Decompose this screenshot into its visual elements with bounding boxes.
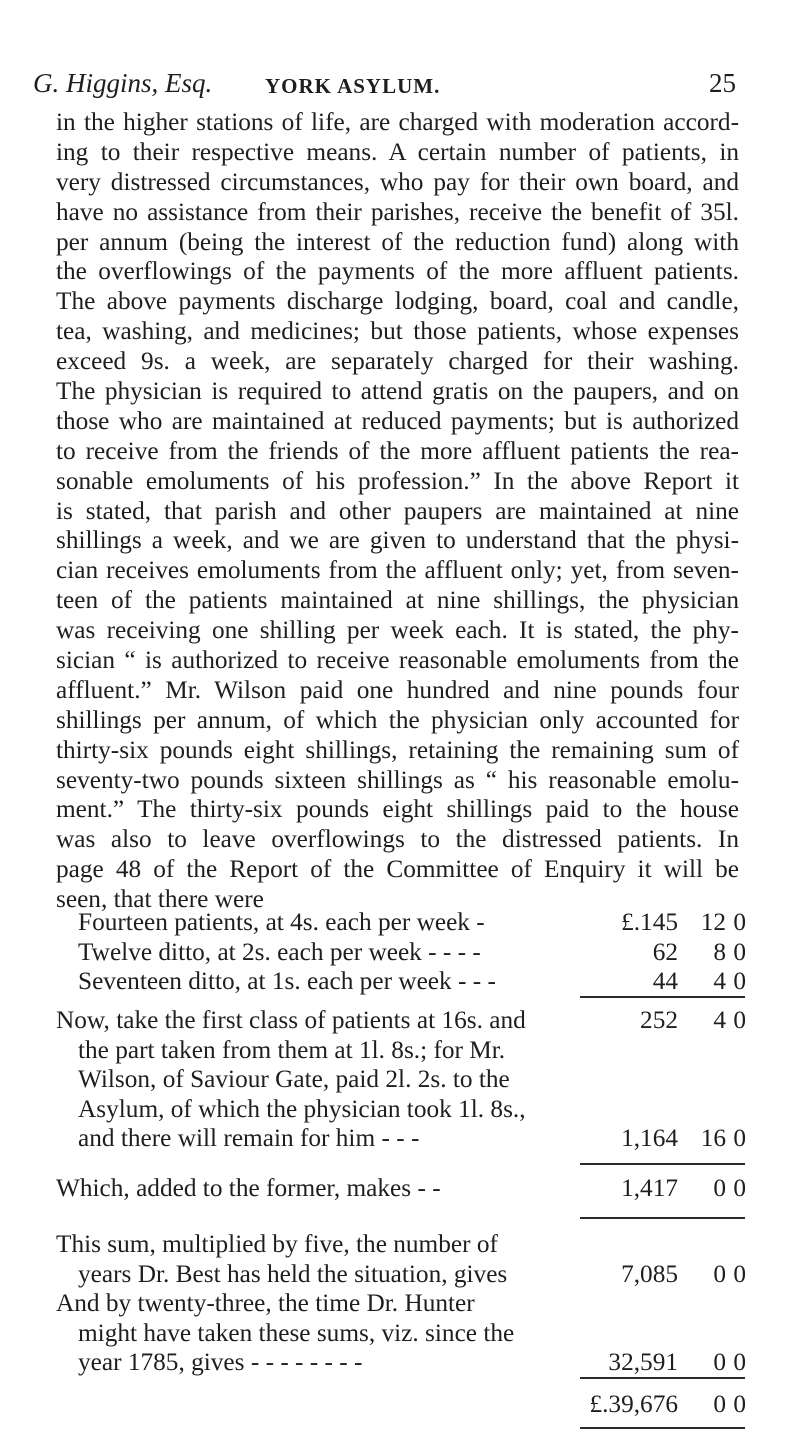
text-line: was also to leave overflowings to the distressed patients. In bbox=[56, 825, 739, 854]
account-row bbox=[56, 967, 746, 997]
amount-pounds: 62 bbox=[652, 937, 678, 966]
amount-shillings: 0 bbox=[713, 1259, 726, 1288]
text-line: to receive from the friends of the more affluent patients the rea- bbox=[56, 436, 739, 465]
account-row bbox=[56, 1065, 746, 1095]
amount-pence: 0 bbox=[733, 1348, 746, 1376]
text-line: sonable emoluments of his profession.” In the above Report it bbox=[56, 466, 739, 495]
text-line: is stated, that parish and other paupers are maintained at nine bbox=[56, 496, 739, 525]
text-line: exceed 9s. a week, are separately charged for their washing. bbox=[56, 347, 739, 376]
amount-pounds: 252 bbox=[640, 1006, 678, 1034]
text-line: teen of the patients maintained at nine shillings, the physician bbox=[56, 586, 739, 615]
amount-pounds: 44 bbox=[652, 967, 678, 995]
amount-pence: 0 bbox=[733, 1124, 746, 1152]
account-row bbox=[56, 1319, 746, 1349]
text-line: shillings per annum, of which the physician only accounted for bbox=[56, 705, 739, 734]
account-label: This sum, multiplied by five, the number of bbox=[56, 1230, 498, 1258]
amount-shillings: 4 bbox=[713, 1006, 726, 1034]
text-line: The above payments discharge lodging, board, coal and candle, bbox=[56, 287, 739, 316]
amount-shillings: 8 bbox=[713, 937, 726, 966]
first-class-account bbox=[56, 1006, 746, 1154]
account-row bbox=[56, 1348, 746, 1378]
text-line: thirty-six pounds eight shillings, retaining the remaining sum of bbox=[56, 735, 739, 764]
amount-shillings: 0 bbox=[713, 1174, 726, 1202]
account-label: Asylum, of which the physician took 1l. 8s., bbox=[78, 1094, 526, 1123]
account-row bbox=[56, 1124, 746, 1154]
text-line: seventy-two pounds sixteen shillings as “ his reasonable emolu- bbox=[56, 765, 739, 794]
text-line: was receiving one shilling per week each. It is stated, the phy- bbox=[56, 616, 739, 645]
text-line: ment.” The thirty-six pounds eight shillings paid to the house bbox=[56, 795, 739, 824]
account-row bbox=[56, 1390, 746, 1420]
former-total-account bbox=[56, 1174, 746, 1204]
account-label: Seventeen ditto, at 1s. each per week - - - bbox=[78, 967, 496, 995]
amount-shillings: 4 bbox=[713, 967, 726, 995]
account-row bbox=[56, 938, 746, 968]
grand-total-account bbox=[56, 1390, 746, 1420]
account-label: Fourteen patients, at 4s. each per week - bbox=[78, 908, 485, 936]
amount-pounds: 1,164 bbox=[621, 1124, 678, 1152]
amount-pence: 0 bbox=[733, 908, 746, 936]
text-line: tea, washing, and medicines; but those patients, whose expenses bbox=[56, 317, 739, 346]
amount-pence: 0 bbox=[733, 1006, 746, 1034]
account-row bbox=[56, 1095, 746, 1125]
text-line: ing to their respective means. A certain number of patients, in bbox=[56, 137, 739, 166]
text-line: have no assistance from their parishes, receive the benefit of 35l. bbox=[56, 197, 739, 226]
amount-shillings: 0 bbox=[713, 1390, 726, 1418]
text-line: affluent.” Mr. Wilson paid one hundred and nine pounds four bbox=[56, 675, 739, 704]
amount-shillings: 12 bbox=[700, 908, 726, 936]
amount-pence: 0 bbox=[733, 1259, 746, 1288]
sum-rule bbox=[580, 1163, 745, 1165]
account-label: year 1785, gives - - - - - - - - bbox=[78, 1348, 363, 1376]
account-label: Now, take the first class of patients at 16s. and bbox=[56, 1006, 526, 1034]
multiplied-account bbox=[56, 1230, 746, 1378]
sum-rule bbox=[580, 1377, 745, 1379]
account-row bbox=[56, 1230, 746, 1260]
account-label: Wilson, of Saviour Gate, paid 2l. 2s. to the bbox=[78, 1065, 510, 1093]
text-line: cian receives emoluments from the affluent only; yet, from seven- bbox=[56, 556, 739, 585]
amount-pounds: 7,085 bbox=[621, 1259, 678, 1288]
amount-pounds: 1,417 bbox=[621, 1174, 678, 1202]
account-label: the part taken from them at 1l. 8s.; for Mr. bbox=[78, 1035, 506, 1064]
header-author: G. Higgins, Esq. bbox=[33, 68, 213, 98]
running-header bbox=[33, 68, 736, 108]
account-row bbox=[56, 1006, 746, 1036]
text-line: sician “ is authorized to receive reasonable emoluments from the bbox=[56, 646, 739, 675]
account-label: And by twenty-three, the time Dr. Hunter bbox=[56, 1289, 475, 1317]
text-line: those who are maintained at reduced payments; but is authorized bbox=[56, 406, 739, 435]
account-label: Twelve ditto, at 2s. each per week - - - - bbox=[78, 937, 481, 966]
page-number: 25 bbox=[709, 68, 736, 98]
amount-pence: 0 bbox=[733, 937, 746, 966]
text-line: shillings a week, and we are given to understand that the physi- bbox=[56, 526, 739, 555]
account-label: and there will remain for him - - - bbox=[78, 1124, 420, 1152]
account-row bbox=[56, 1260, 746, 1290]
amount-pounds: 32,591 bbox=[608, 1348, 678, 1376]
account-label: Which, added to the former, makes - - bbox=[56, 1174, 441, 1202]
amount-shillings: 0 bbox=[713, 1348, 726, 1376]
text-line: the overflowings of the payments of the more affluent patients. bbox=[56, 257, 739, 286]
amount-pence: 0 bbox=[733, 1174, 746, 1202]
account-label: years Dr. Best has held the situation, gives bbox=[78, 1259, 508, 1288]
text-line: page 48 of the Report of the Committee of Enquiry it will be bbox=[56, 855, 739, 884]
account-row bbox=[56, 1289, 746, 1319]
account-label: might have taken these sums, viz. since the bbox=[78, 1318, 515, 1347]
body-paragraph bbox=[56, 108, 739, 915]
text-line: seen, that there were bbox=[56, 885, 264, 914]
amount-pence: 0 bbox=[733, 967, 746, 995]
amount-pence: 0 bbox=[733, 1390, 746, 1418]
sum-rule bbox=[580, 996, 745, 998]
text-line: The physician is required to attend gratis on the paupers, and on bbox=[56, 377, 739, 406]
amount-shillings: 16 bbox=[700, 1124, 726, 1152]
amount-pounds: £.145 bbox=[621, 908, 678, 936]
sum-rule bbox=[580, 1427, 745, 1429]
account-row bbox=[56, 1036, 746, 1066]
amount-pounds: £.39,676 bbox=[589, 1390, 678, 1418]
account-row bbox=[56, 908, 746, 938]
text-line: in the higher stations of life, are charged with moderation accord- bbox=[56, 108, 739, 136]
text-line: very distressed circumstances, who pay for their own board, and bbox=[56, 167, 739, 196]
text-line: per annum (being the interest of the reduction fund) along with bbox=[56, 227, 739, 256]
weekly-payments-account bbox=[56, 908, 746, 997]
header-title: YORK ASYLUM. bbox=[265, 74, 441, 98]
sum-rule bbox=[580, 1217, 745, 1219]
account-row bbox=[56, 1174, 746, 1204]
